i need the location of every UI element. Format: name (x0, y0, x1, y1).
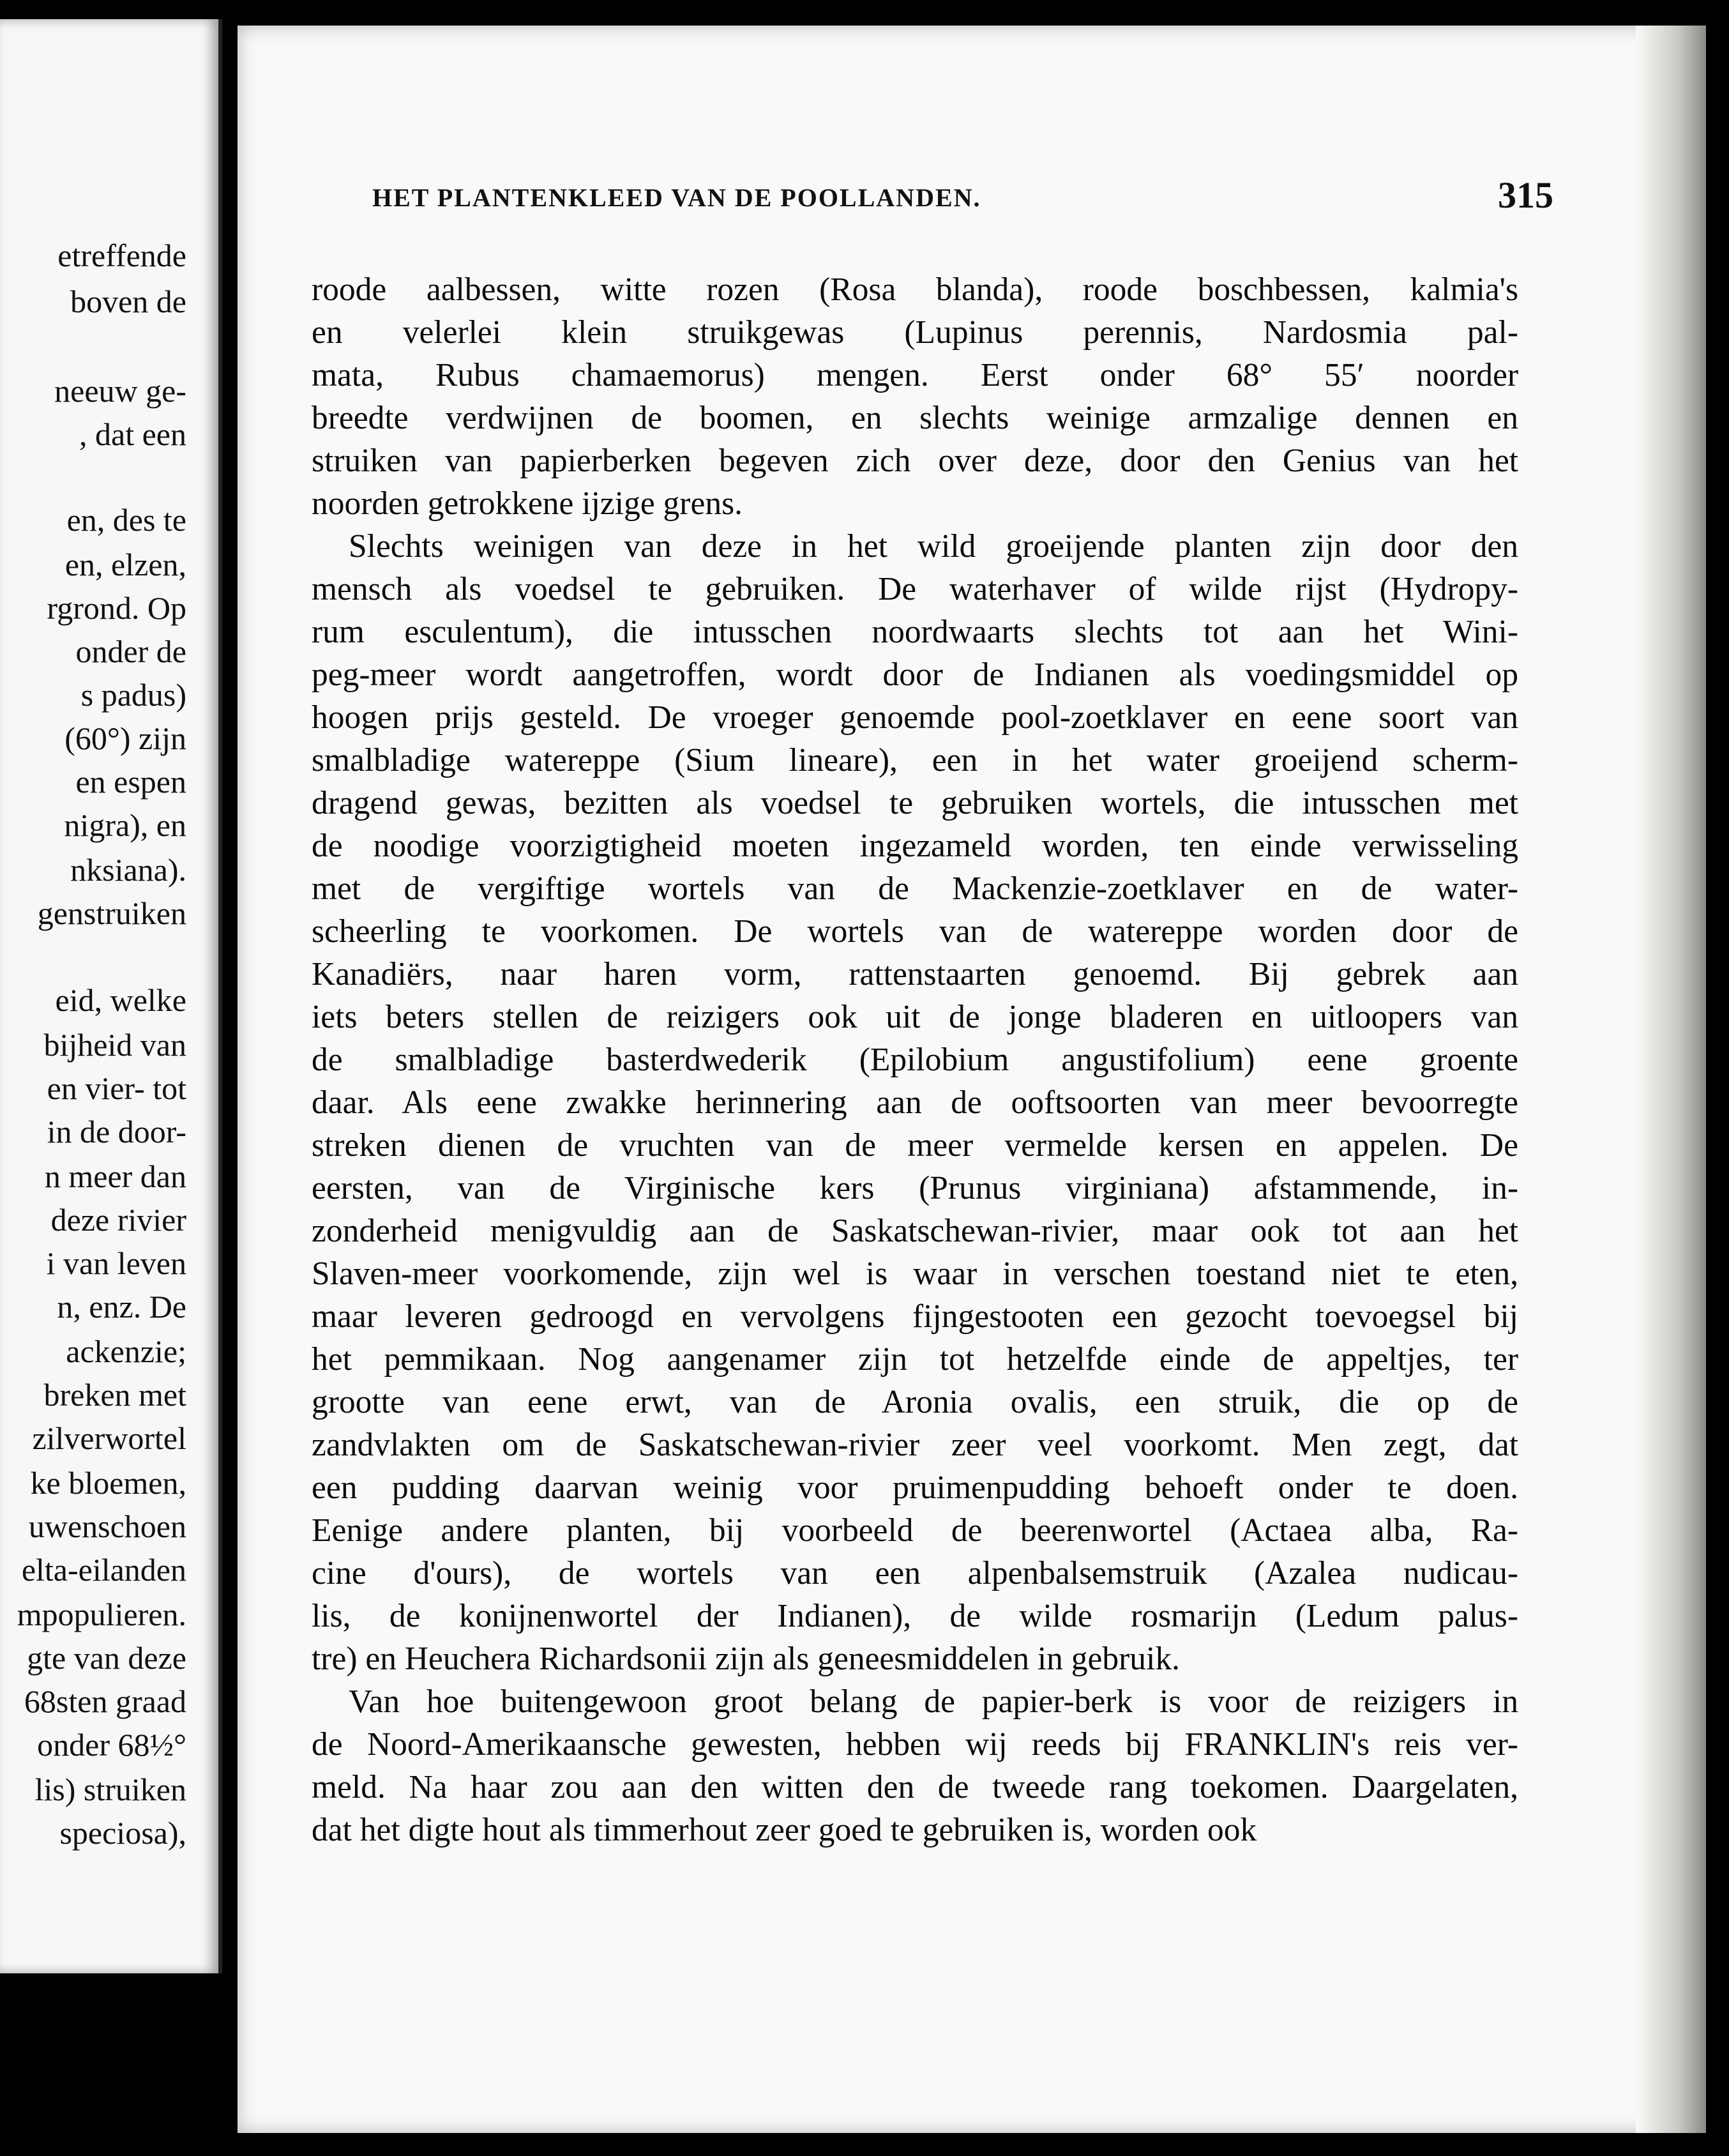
text-line: struiken van papierberken begeven zich over deze, door den Genius van het (312, 443, 1518, 479)
text-line: een pudding daarvan weinig voor pruimenpudding behoeft onder te doen. (312, 1469, 1518, 1506)
text-line: tre) en Heuchera Richardsonii zijn als geneesmiddelen in gebruik. (312, 1641, 1180, 1677)
left-page-line: nksiana). (70, 852, 186, 888)
left-page-line: speciosa), (59, 1815, 186, 1851)
page-header (372, 171, 1553, 229)
text-line: breedte verdwijnen de boomen, en slechts weinige armzalige dennen en (312, 400, 1518, 436)
text-line: dragend gewas, bezitten als voedsel te gebruiken wortels, die intusschen met (312, 785, 1518, 821)
text-line: lis, de konijnenwortel der Indianen), de wilde rosmarijn (Ledum palus- (312, 1598, 1518, 1634)
paragraph (312, 268, 1518, 525)
left-page-line: breken met (43, 1377, 186, 1413)
left-page-line: uwenschoen (28, 1508, 186, 1544)
text-line: Slechts weinigen van deze in het wild groeijende planten zijn door den (349, 528, 1518, 565)
left-page-line: en espen (75, 764, 186, 800)
left-page-line: n, enz. De (57, 1289, 186, 1325)
left-page-line: onder 68½° (37, 1727, 186, 1763)
left-page-line: eid, welke (55, 982, 186, 1018)
left-page-line: neeuw ge- (54, 373, 186, 409)
left-page-fragment (0, 19, 222, 1973)
text-line: iets beters stellen de reizigers ook uit de jonge bladeren en uitloopers van (312, 999, 1518, 1035)
paragraph (312, 1680, 1518, 1851)
text-line: de smalbladige basterdwederik (Epilobium angustifolium) eene groente (312, 1042, 1518, 1078)
left-page-line: (60°) zijn (64, 720, 186, 756)
text-line: de noodige voorzigtigheid moeten ingezameld worden, ten einde verwisseling (312, 828, 1518, 864)
text-line: peg-meer wordt aangetroffen, wordt door de Indianen als voedingsmiddel op (312, 657, 1518, 693)
left-page-line: 68sten graad (24, 1683, 186, 1719)
text-line: streken dienen de vruchten van de meer vermelde kersen en appelen. De (312, 1127, 1518, 1164)
left-page-line: nigra), en (64, 807, 186, 843)
left-page-line: ke bloemen, (30, 1465, 186, 1501)
text-line: cine d'ours), de wortels van een alpenbalsemstruik (Azalea nudicau- (312, 1555, 1518, 1591)
text-line: zonderheid menigvuldig aan de Saskatschewan-rivier, maar ook tot aan het (312, 1213, 1518, 1249)
left-page-line: genstruiken (37, 895, 186, 931)
left-page-line: gte van deze (27, 1640, 186, 1676)
left-page-line: s padus) (80, 677, 186, 713)
text-line: smalbladige watereppe (Sium lineare), een in het water groeijend scherm- (312, 742, 1518, 778)
left-page-line: ackenzie; (66, 1333, 186, 1369)
body-text (312, 268, 1518, 1851)
text-line: mensch als voedsel te gebruiken. De waterhaver of wilde rijst (Hydropy- (312, 571, 1518, 607)
text-line: zandvlakten om de Saskatschewan-rivier zeer veel voorkomt. Men zegt, dat (312, 1427, 1518, 1463)
text-line: de Noord-Amerikaansche gewesten, hebben wij reeds bij FRANKLIN's reis ver- (312, 1726, 1518, 1763)
left-page-line: etreffende (57, 238, 186, 273)
text-line: rum esculentum), die intusschen noordwaarts slechts tot aan het Wini- (312, 614, 1518, 650)
text-line: het pemmikaan. Nog aangenamer zijn tot hetzelfde einde de appeltjes, ter (312, 1341, 1518, 1378)
left-page-line: en, des te (66, 502, 186, 538)
text-line: eersten, van de Virginische kers (Prunus virginiana) afstammende, in- (312, 1170, 1518, 1206)
left-page-line: deze rivier (50, 1202, 186, 1238)
left-page-line: zilverwortel (32, 1420, 186, 1456)
text-line: Van hoe buitengewoon groot belang de papier-berk is voor de reizigers in (349, 1683, 1518, 1720)
left-page-line: en, elzen, (64, 547, 186, 582)
text-line: dat het digte hout als timmerhout zeer goed te gebruiken is, worden ook (312, 1812, 1257, 1848)
text-line: maar leveren gedroogd en vervolgens fijngestooten een gezocht toevoegsel bij (312, 1298, 1518, 1335)
text-line: Eenige andere planten, bij voorbeeld de beerenwortel (Actaea alba, Ra- (312, 1512, 1518, 1549)
left-page-line: i van leven (46, 1245, 186, 1281)
left-page-line: elta-eilanden (21, 1552, 186, 1588)
text-line: daar. Als eene zwakke herinnering aan de ooftsoorten van meer bevoorregte (312, 1084, 1518, 1121)
text-line: noorden getrokkene ijzige grens. (312, 485, 743, 522)
left-page-line: bijheid van (43, 1027, 186, 1063)
text-line: Slaven-meer voorkomende, zijn wel is waar in verschen toestand niet te eten, (312, 1256, 1518, 1292)
text-line: Kanadiërs, naar haren vorm, rattenstaarten genoemd. Bij gebrek aan (312, 956, 1518, 992)
text-line: mata, Rubus chamaemorus) mengen. Eerst onder 68° 55′ noorder (312, 357, 1518, 393)
text-line: roode aalbessen, witte rozen (Rosa blanda), roode boschbessen, kalmia's (312, 271, 1518, 308)
page-number: 315 (1498, 174, 1553, 216)
page-edge (1636, 26, 1706, 2133)
paragraph (312, 525, 1518, 1680)
left-page-line: mpopulieren. (17, 1597, 186, 1632)
left-page-line: lis) struiken (34, 1772, 186, 1807)
text-line: met de vergiftige wortels van de Mackenzie-zoetklaver en de water- (312, 870, 1518, 907)
running-head: HET PLANTENKLEED VAN DE POOLLANDEN. (372, 183, 981, 212)
left-page-line: en vier- tot (47, 1070, 186, 1106)
left-page-line: in de door- (47, 1114, 186, 1150)
text-line: grootte van eene erwt, van de Aronia ovalis, een struik, die op de (312, 1384, 1518, 1420)
left-page-line: rgrond. Op (47, 590, 186, 626)
text-line: hoogen prijs gesteld. De vroeger genoemde pool-zoetklaver en eene soort van (312, 699, 1518, 736)
text-line: meld. Na haar zou aan den witten den de tweede rang toekomen. Daargelaten, (312, 1769, 1518, 1805)
text-line: scheerling te voorkomen. De wortels van de watereppe worden door de (312, 913, 1518, 950)
text-line: en velerlei klein struikgewas (Lupinus perennis, Nardosmia pal- (312, 314, 1518, 351)
left-page-line: n meer dan (44, 1158, 186, 1194)
left-page-line: boven de (70, 284, 186, 319)
left-page-line: , dat een (79, 416, 186, 452)
left-page-line: onder de (75, 634, 186, 669)
